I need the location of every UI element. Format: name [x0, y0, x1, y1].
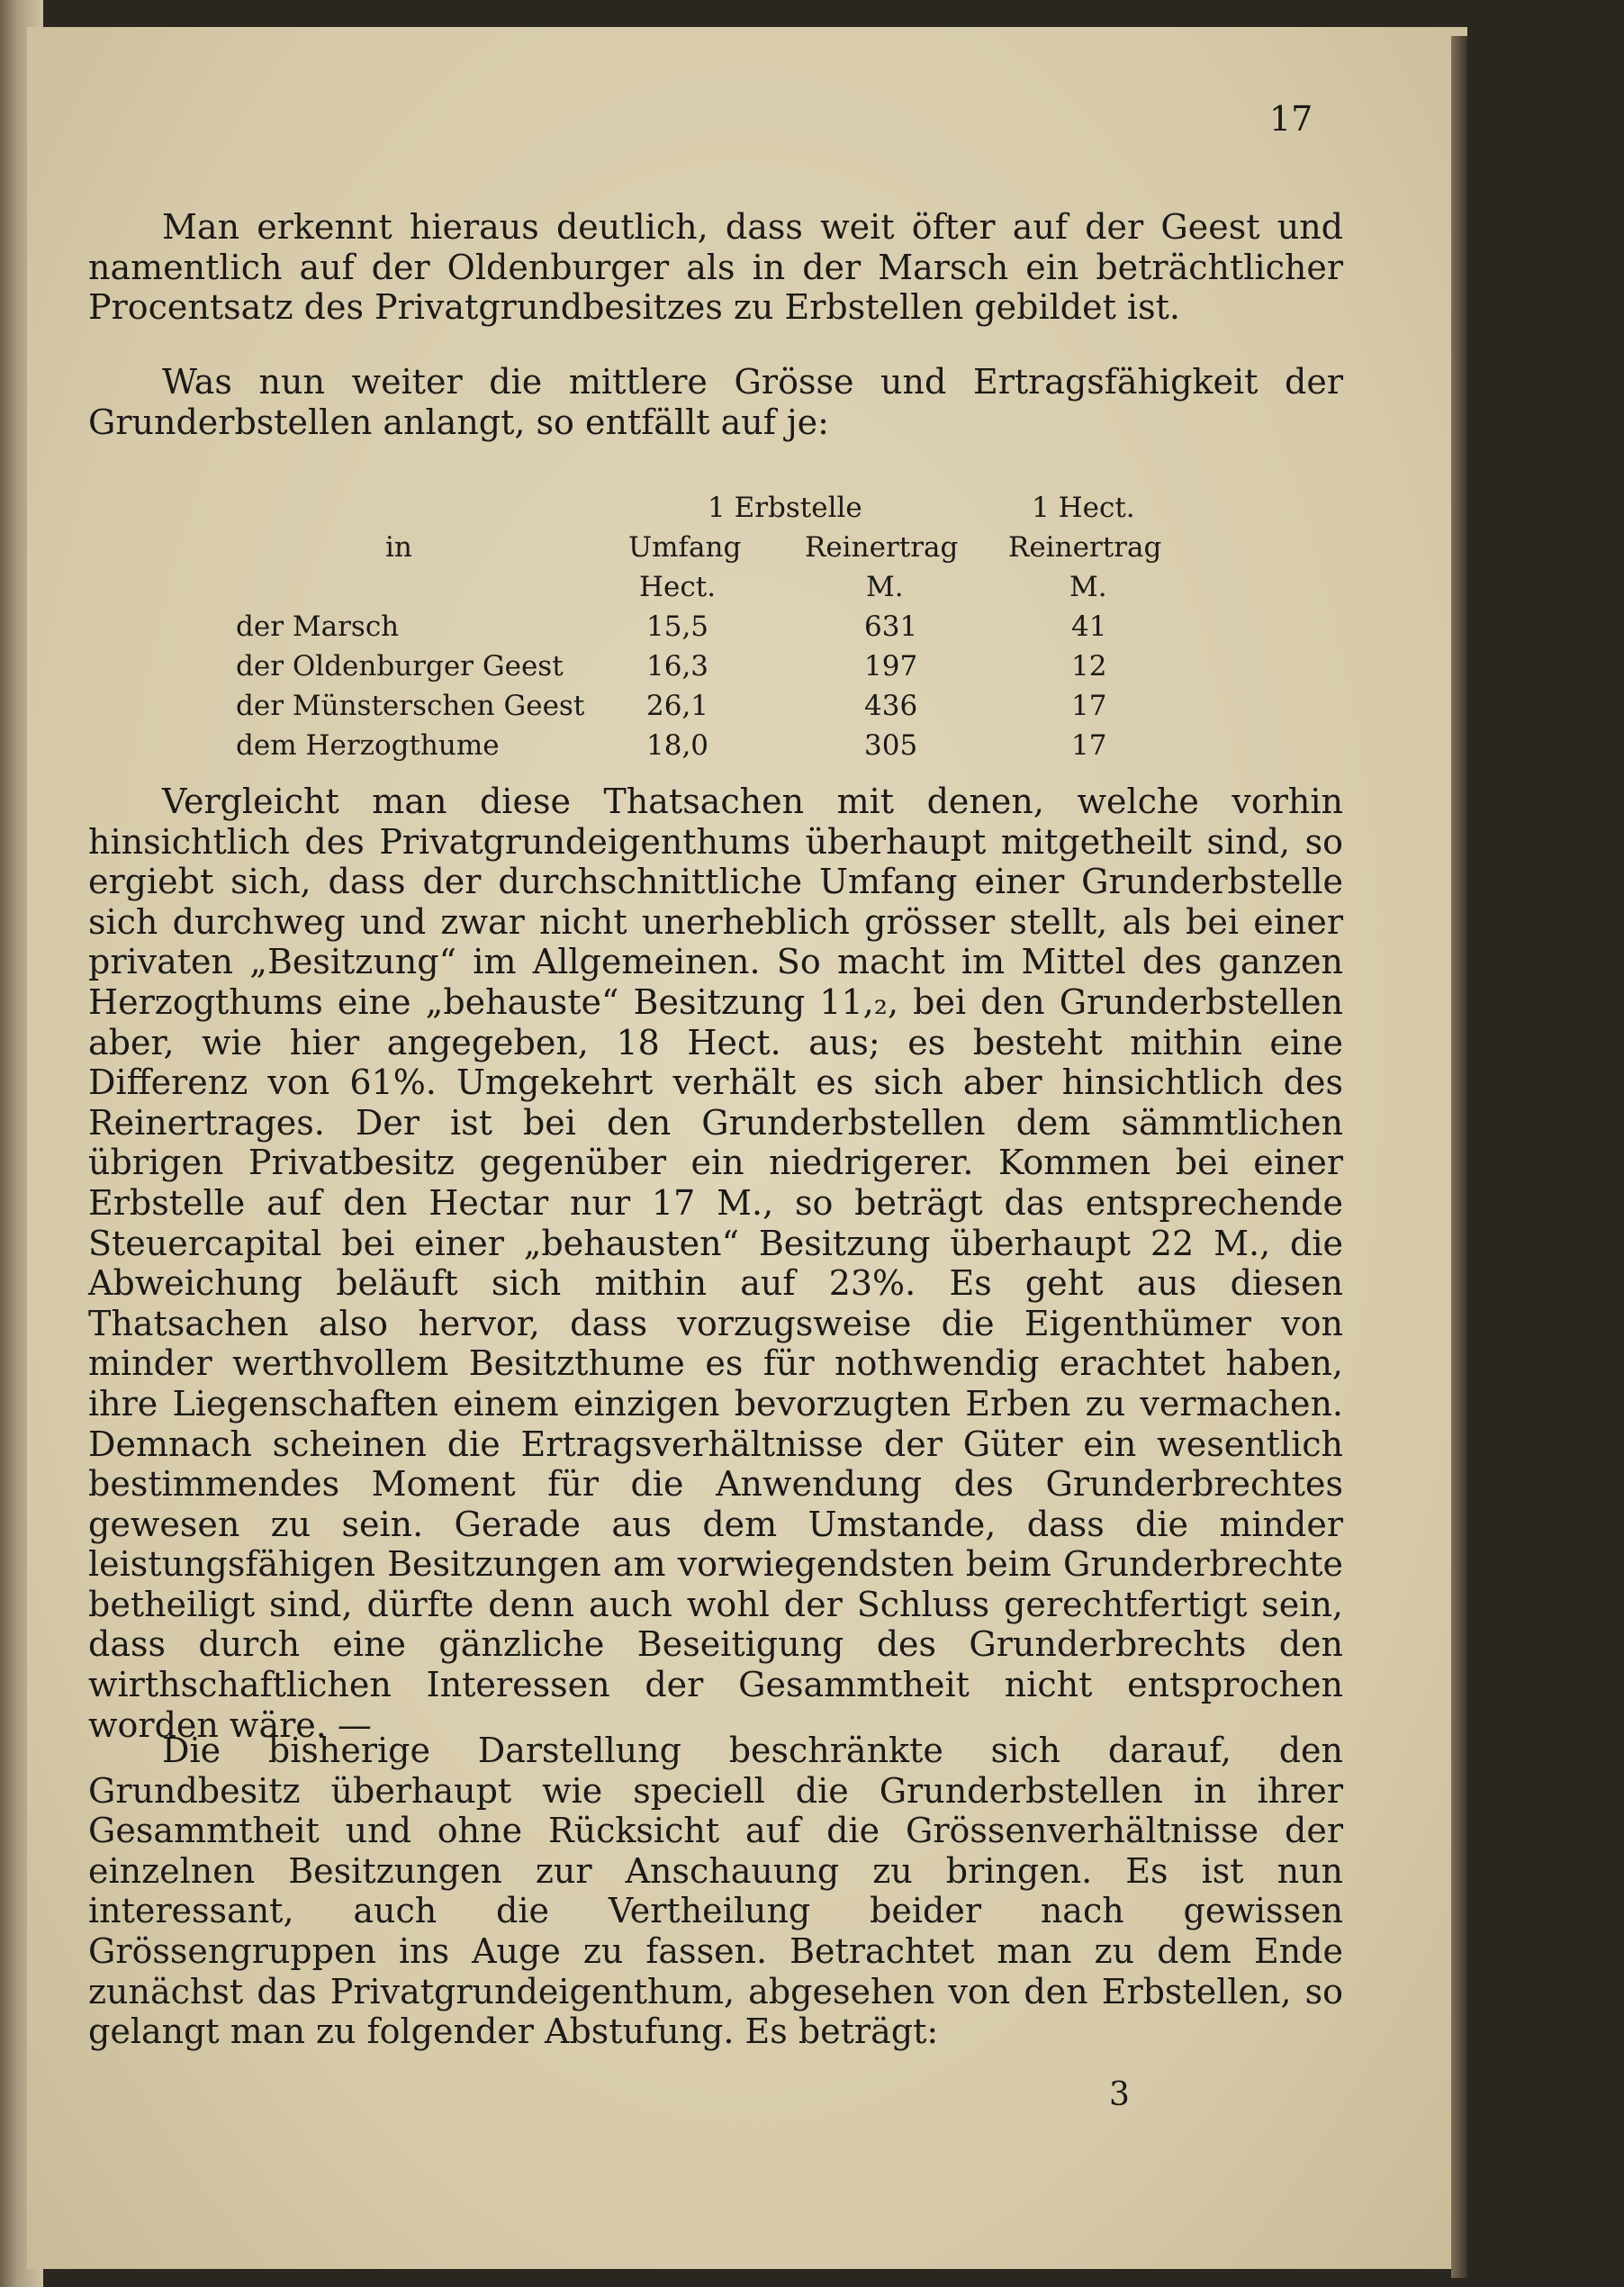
- table-cell-reinertrag: 436: [864, 690, 918, 722]
- table-cell-reinertrag-hect: 17: [1071, 729, 1107, 762]
- table-cell-reinertrag: 305: [864, 729, 918, 762]
- table-unit-umfang: Hect.: [639, 571, 717, 603]
- paragraph-4: Die bisherige Darstellung beschränkte sich darauf, den Grundbesitz überhaupt wie speciell die Grunderbstellen in ihrer Gesammtheit und ohne Rücksicht auf die Grössenverhältnisse der einzelnen Besitzungen zur Anschauung zu bringen. Es ist nun interessant, auch die Vertheilung beider nach gewissen Grössengruppen ins Auge zu fassen. Betrachtet man zu dem Ende zunächst das Privatgrundeigenthum, abgesehen von den Erbstellen, so gelangt man zu folgender Abstufung. Es beträgt:: [88, 1731, 1343, 2052]
- table-group-header-hect: 1 Hect.: [1032, 492, 1135, 524]
- signature-mark: 3: [1109, 2076, 1130, 2113]
- table-cell-umfang: 26,1: [646, 690, 709, 722]
- table-cell-reinertrag-hect: 12: [1071, 650, 1107, 682]
- table-cell-reinertrag-hect: 17: [1071, 690, 1107, 722]
- table-cell-reinertrag: 197: [864, 650, 918, 682]
- table-row-label: dem Herzogthume: [236, 729, 500, 762]
- paragraph-1: Man erkennt hieraus deutlich, dass weit öfter auf der Geest und namentlich auf der Oldenburger als in der Marsch ein beträchtlicher Procentsatz des Privatgrundbesitzes zu Erbstellen gebildet ist.: [88, 207, 1343, 328]
- table-cell-umfang: 18,0: [646, 729, 709, 762]
- book-page: [27, 27, 1467, 2269]
- table-row-label: der Oldenburger Geest: [236, 650, 564, 682]
- table-row-label: der Münsterschen Geest: [236, 690, 585, 722]
- table-cell-reinertrag-hect: 41: [1071, 610, 1107, 643]
- table-cell-umfang: 16,3: [646, 650, 709, 682]
- table-header-umfang: Umfang: [628, 531, 742, 564]
- table-row-label: der Marsch: [236, 610, 400, 643]
- table-unit-reinertrag: M.: [866, 571, 904, 603]
- table-header-reinertrag: Reinertrag: [805, 531, 959, 564]
- page-number: 17: [1269, 99, 1313, 139]
- table-cell-reinertrag: 631: [864, 610, 918, 643]
- table-header-in: in: [385, 531, 412, 564]
- paragraph-2: Was nun weiter die mittlere Grösse und Ertragsfähigkeit der Grunderbstellen anlangt, so entfällt auf je:: [88, 362, 1343, 442]
- table-group-header-erbstelle: 1 Erbstelle: [708, 492, 862, 524]
- paragraph-3: Vergleicht man diese Thatsachen mit denen, welche vorhin hinsichtlich des Privatgrundeigenthums überhaupt mitgetheilt sind, so ergiebt sich, dass der durchschnittliche Umfang einer Grunderbstelle sich durchweg und zwar nicht unerheblich grösser stellt, als bei einer privaten „Besitzung“ im Allgemeinen. So macht im Mittel des ganzen Herzogthums eine „behauste“ Besitzung 11,₂, bei den Grunderbstellen aber, wie hier angegeben, 18 Hect. aus; es besteht mithin eine Differenz von 61%. Umgekehrt verhält es sich aber hinsichtlich des Reinertrages. Der ist bei den Grunderbstellen dem sämmtlichen übrigen Privatbesitz gegenüber ein niedrigerer. Kommen bei einer Erbstelle auf den Hectar nur 17 M., so beträgt das entsprechende Steuercapital bei einer „behausten“ Besitzung überhaupt 22 M., die Abweichung beläuft sich mithin auf 23%. Es geht aus diesen Thatsachen also hervor, dass vorzugsweise die Eigenthümer von minder werthvollem Besitzthume es für nothwendig erachtet haben, ihre Liegenschaften einem einzigen bevorzugten Erben zu vermachen. Demnach scheinen die Ertragsverhältnisse der Güter ein wesentlich bestimmendes Moment für die Anwendung des Grunderbrechtes gewesen zu sein. Gerade aus dem Umstande, dass die minder leistungsfähigen Besitzungen am vorwiegendsten beim Grunderbrechte betheiligt sind, dürfte denn auch wohl der Schluss gerechtfertigt sein, dass durch eine gänzliche Beseitigung des Grunderbrechts den wirthschaftlichen Interessen der Gesammtheit nicht entsprochen worden wäre. —: [88, 782, 1343, 1745]
- book-right-edge: [1451, 36, 1467, 2278]
- table-cell-umfang: 15,5: [646, 610, 709, 643]
- table-header-reinertrag-hect: Reinertrag: [1008, 531, 1162, 564]
- table-unit-reinertrag-hect: M.: [1069, 571, 1107, 603]
